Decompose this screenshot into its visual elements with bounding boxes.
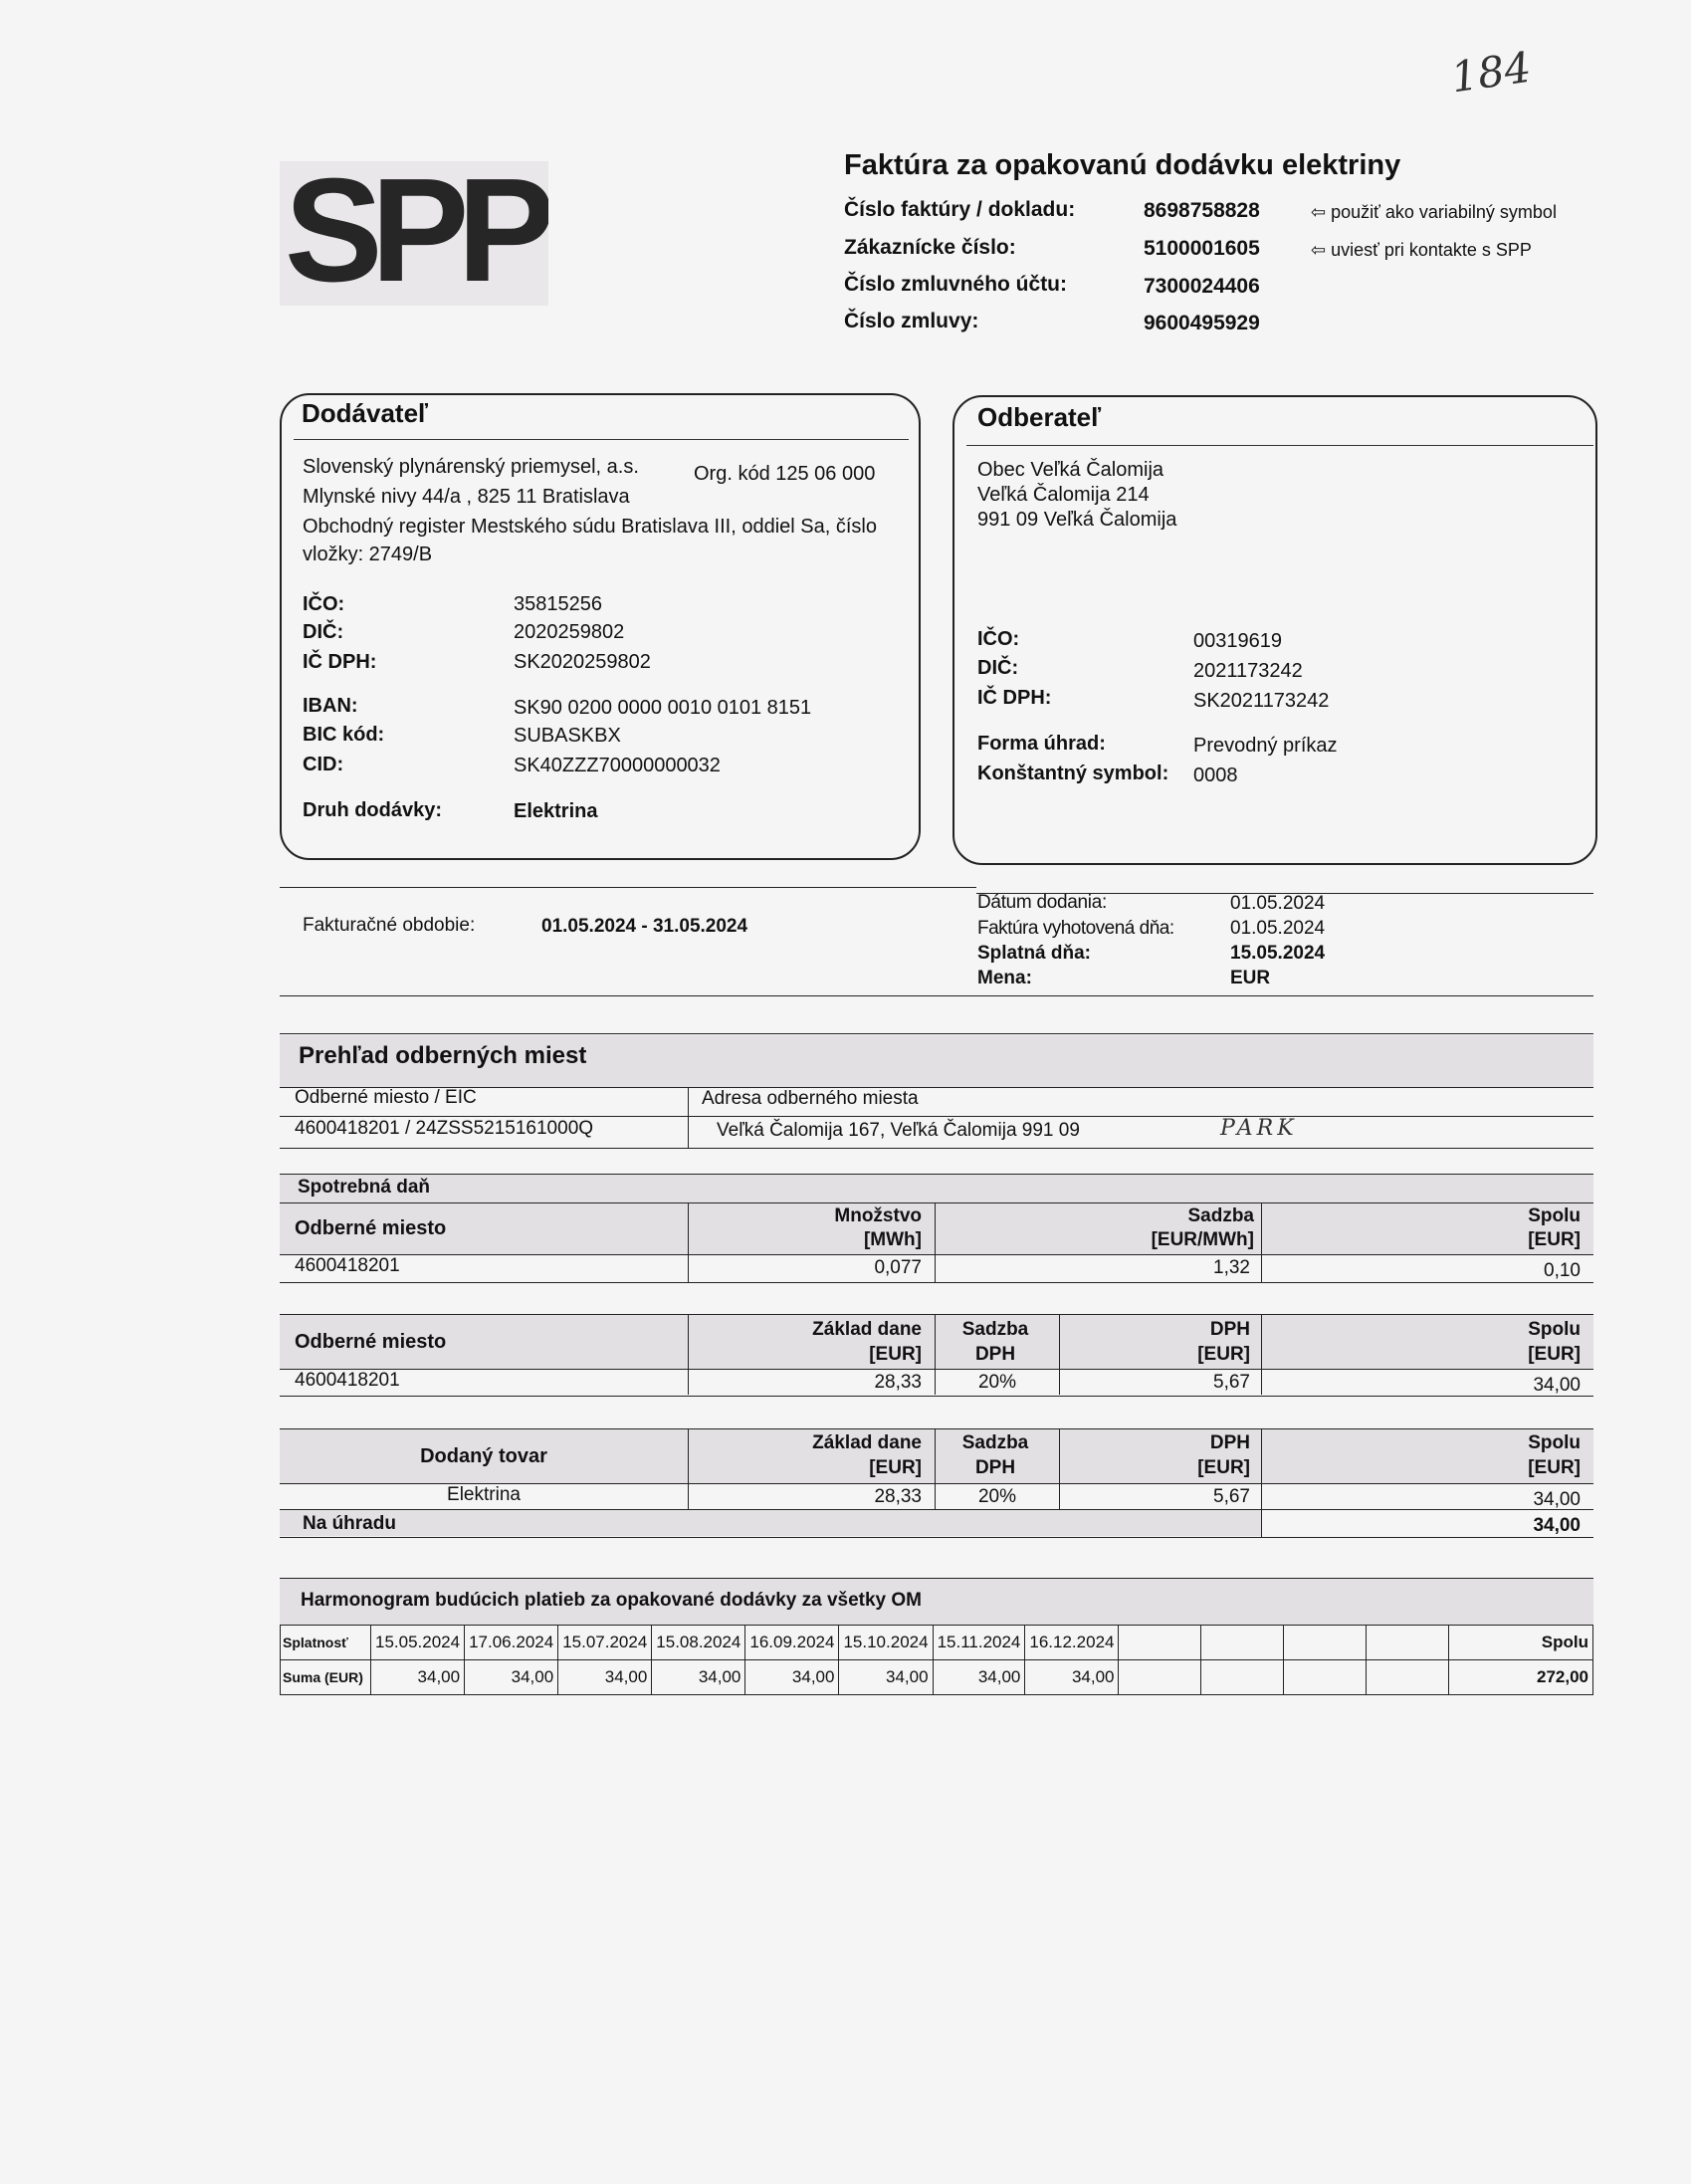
supplier-dic: 2020259802	[514, 621, 625, 643]
vat-col-rate-unit: DPH	[974, 1344, 1016, 1365]
vat-col-vat-unit: [EUR]	[1197, 1344, 1250, 1365]
amount-due-label: Na úhradu	[303, 1513, 396, 1534]
goods-col-vat-unit: [EUR]	[1197, 1457, 1250, 1478]
supplier-iban-label: IBAN:	[303, 695, 358, 717]
vat-vline-3	[1059, 1315, 1060, 1395]
schedule-amount	[1119, 1660, 1201, 1695]
supplier-title-rule	[294, 439, 909, 440]
goods-total: 34,00	[1533, 1489, 1581, 1510]
issued-date-label: Faktúra vyhotovená dňa:	[977, 918, 1174, 939]
delivery-date: 01.05.2024	[1230, 893, 1326, 914]
schedule-date: 16.09.2024	[745, 1626, 839, 1660]
supplier-cid-label: CID:	[303, 754, 344, 775]
supplier-bic: SUBASKBX	[514, 725, 621, 747]
handwritten-park-note: PARK	[1220, 1116, 1298, 1141]
overview-col-divider	[688, 1087, 689, 1148]
vat-vline-4	[1261, 1315, 1262, 1395]
issued-date: 01.05.2024	[1230, 918, 1326, 939]
goods-col-rate: Sadzba	[961, 1432, 1029, 1453]
customer-street: Veľká Čalomija 214	[977, 484, 1150, 506]
customer-ico-label: IČO:	[977, 628, 1020, 650]
handwritten-page-number: 184	[1447, 42, 1535, 103]
schedule-amount: 34,00	[465, 1660, 558, 1695]
excise-row-rule	[280, 1254, 1593, 1255]
vat-base: 28,33	[874, 1372, 922, 1393]
excise-vline-3	[1261, 1202, 1262, 1282]
vat-col-base-unit: [EUR]	[869, 1344, 922, 1365]
schedule-amount: 34,00	[933, 1660, 1025, 1695]
supplier-ico: 35815256	[514, 593, 602, 615]
customer-ico: 00319619	[1193, 630, 1282, 652]
customer-number-value: 5100001605	[1144, 237, 1260, 260]
schedule-top-rule	[280, 1578, 1593, 1579]
contract-account-value: 7300024406	[1144, 275, 1260, 298]
overview-eic-value: 4600418201 / 24ZSS5215161000Q	[295, 1118, 594, 1139]
currency-label: Mena:	[977, 968, 1032, 988]
customer-dic: 2021173242	[1193, 660, 1303, 682]
overview-title: Prehľad odberných miest	[299, 1042, 587, 1069]
excise-bottom-rule	[280, 1282, 1593, 1283]
contract-account-label: Číslo zmluvného účtu:	[844, 273, 1068, 296]
customer-title: Odberateľ	[977, 402, 1102, 432]
goods-item: Elektrina	[447, 1484, 521, 1505]
customer-dic-label: DIČ:	[977, 657, 1019, 679]
schedule-row-due	[281, 1626, 1593, 1660]
overview-bottom-rule	[280, 1148, 1593, 1149]
goods-base: 28,33	[874, 1486, 922, 1507]
excise-total: 0,10	[1544, 1260, 1581, 1281]
excise-col-rate: Sadzba	[1187, 1205, 1254, 1226]
customer-number-note: ⇦ uviesť pri kontakte s SPP	[1311, 240, 1532, 260]
vat-col-total-unit: [EUR]	[1528, 1344, 1581, 1365]
excise-col-place: Odberné miesto	[295, 1217, 447, 1239]
schedule-date: 17.06.2024	[465, 1626, 558, 1660]
goods-col-total-unit: [EUR]	[1528, 1457, 1581, 1478]
goods-col-vat: DPH	[1209, 1432, 1250, 1453]
supplier-title: Dodávateľ	[302, 398, 429, 428]
excise-place: 4600418201	[295, 1255, 400, 1276]
spp-logo	[280, 161, 548, 306]
schedule-date: 15.08.2024	[652, 1626, 745, 1660]
excise-rate: 1,32	[1213, 1257, 1250, 1278]
excise-top-rule	[280, 1174, 1593, 1175]
excise-title-band	[280, 1175, 1593, 1202]
customer-city: 991 09 Veľká Čalomija	[977, 509, 1177, 531]
schedule-amount: 34,00	[371, 1660, 465, 1695]
vat-col-place: Odberné miesto	[295, 1331, 447, 1353]
schedule-date	[1201, 1626, 1284, 1660]
goods-vat: 5,67	[1213, 1486, 1250, 1507]
invoice-number-value: 8698758828	[1144, 199, 1260, 222]
period-bottom-rule	[280, 995, 1593, 996]
excise-col-total: Spolu	[1528, 1205, 1581, 1226]
schedule-amount: 34,00	[839, 1660, 933, 1695]
supplier-ico-label: IČO:	[303, 593, 345, 615]
payment-form: Prevodný príkaz	[1193, 735, 1338, 757]
contract-number-value: 9600495929	[1144, 312, 1260, 334]
due-date-label: Splatná dňa:	[977, 943, 1092, 964]
goods-col-base: Základ dane	[812, 1432, 922, 1453]
goods-vline-1	[688, 1429, 689, 1509]
schedule-row-due-label: Splatnosť	[281, 1626, 371, 1660]
overview-rule-1	[280, 1087, 1593, 1088]
schedule-date: 15.11.2024	[933, 1626, 1025, 1660]
vat-place: 4600418201	[295, 1370, 400, 1391]
supplier-register-line1: Obchodný register Mestského súdu Bratislava III, oddiel Sa, číslo	[303, 516, 877, 538]
vat-bottom-rule	[280, 1396, 1593, 1397]
customer-title-rule	[966, 445, 1593, 446]
schedule-amount: 34,00	[652, 1660, 745, 1695]
invoice-title: Faktúra za opakovanú dodávku elektriny	[844, 149, 1401, 181]
vat-col-rate: Sadzba	[961, 1319, 1029, 1340]
pay-band	[280, 1510, 1261, 1536]
constant-symbol-label: Konštantný symbol:	[977, 763, 1169, 784]
delivery-date-label: Dátum dodania:	[977, 892, 1107, 913]
supplier-name: Slovenský plynárenský priemysel, a.s.	[303, 456, 639, 478]
customer-icdph: SK2021173242	[1193, 690, 1330, 712]
excise-col-qty-unit: [MWh]	[863, 1229, 922, 1250]
overview-rule-2	[280, 1116, 1593, 1117]
supplier-org-code: Org. kód 125 06 000	[694, 463, 876, 485]
schedule-amount	[1284, 1660, 1367, 1695]
supply-type: Elektrina	[514, 800, 598, 822]
vat-col-total: Spolu	[1528, 1319, 1581, 1340]
excise-col-total-unit: [EUR]	[1528, 1229, 1581, 1250]
vat-top-rule	[280, 1314, 1593, 1315]
excise-col-qty: Množstvo	[834, 1205, 922, 1226]
vat-row-rule	[280, 1369, 1593, 1370]
excise-title: Spotrebná daň	[298, 1177, 431, 1198]
schedule-date	[1284, 1626, 1367, 1660]
schedule-date	[1366, 1626, 1448, 1660]
schedule-amount	[1366, 1660, 1448, 1695]
svg-text:SPP: SPP	[284, 161, 544, 306]
goods-top-rule	[280, 1428, 1593, 1429]
supplier-cid: SK40ZZZ70000000032	[514, 755, 721, 776]
supplier-iban: SK90 0200 0000 0010 0101 8151	[514, 697, 812, 719]
goods-vline-4	[1261, 1429, 1262, 1537]
supplier-icdph: SK2020259802	[514, 651, 651, 673]
supplier-register-line2: vložky: 2749/B	[303, 544, 433, 565]
schedule-date: 16.12.2024	[1025, 1626, 1119, 1660]
goods-col-item: Dodaný tovar	[420, 1445, 547, 1467]
schedule-amount: 34,00	[1025, 1660, 1119, 1695]
goods-col-total: Spolu	[1528, 1432, 1581, 1453]
schedule-title: Harmonogram budúcich platieb za opakované dodávky za všetky OM	[301, 1590, 923, 1611]
excise-col-rate-unit: [EUR/MWh]	[1151, 1229, 1254, 1250]
vat-amount: 5,67	[1213, 1372, 1250, 1393]
customer-number-label: Zákaznícke číslo:	[844, 236, 1016, 259]
excise-vline-1	[688, 1202, 689, 1282]
invoice-number-note: ⇦ použiť ako variabilný symbol	[1311, 202, 1557, 222]
due-date: 15.05.2024	[1230, 943, 1326, 964]
payment-form-label: Forma úhrad:	[977, 733, 1106, 755]
contract-number-label: Číslo zmluvy:	[844, 310, 979, 332]
overview-top-rule	[280, 1033, 1593, 1034]
billing-period-label: Fakturačné obdobie:	[303, 915, 476, 936]
billing-period-value: 01.05.2024 - 31.05.2024	[541, 916, 748, 937]
schedule-amount: 34,00	[745, 1660, 839, 1695]
supplier-icdph-label: IČ DPH:	[303, 651, 377, 673]
vat-col-vat: DPH	[1209, 1319, 1250, 1340]
goods-bottom-rule	[280, 1537, 1593, 1538]
goods-col-rate-unit: DPH	[974, 1457, 1016, 1478]
schedule-row-amount	[281, 1660, 1593, 1695]
excise-qty: 0,077	[874, 1257, 922, 1278]
vat-total: 34,00	[1533, 1375, 1581, 1396]
schedule-amount	[1201, 1660, 1284, 1695]
excise-vline-2	[935, 1202, 936, 1282]
overview-col-eic-header: Odberné miesto / EIC	[295, 1087, 477, 1108]
customer-name: Obec Veľká Čalomija	[977, 459, 1164, 481]
schedule-amount: 34,00	[558, 1660, 652, 1695]
supplier-bic-label: BIC kód:	[303, 724, 385, 746]
supply-type-label: Druh dodávky:	[303, 799, 443, 821]
overview-col-address-header: Adresa odberného miesta	[702, 1088, 919, 1109]
schedule-total: 272,00	[1448, 1660, 1592, 1695]
amount-due-total: 34,00	[1533, 1515, 1581, 1536]
excise-header-rule	[280, 1202, 1593, 1203]
period-top-rule-left	[280, 887, 976, 888]
vat-col-base: Základ dane	[812, 1319, 922, 1340]
supplier-dic-label: DIČ:	[303, 621, 344, 643]
schedule-total-label: Spolu	[1448, 1626, 1592, 1660]
vat-vline-1	[688, 1315, 689, 1395]
vat-rate: 20%	[977, 1372, 1017, 1393]
payment-schedule-table	[280, 1625, 1593, 1695]
constant-symbol: 0008	[1193, 764, 1238, 786]
schedule-date: 15.07.2024	[558, 1626, 652, 1660]
goods-vline-3	[1059, 1429, 1060, 1509]
schedule-date: 15.10.2024	[839, 1626, 933, 1660]
schedule-date: 15.05.2024	[371, 1626, 465, 1660]
currency: EUR	[1230, 968, 1271, 988]
goods-rate: 20%	[977, 1486, 1017, 1507]
invoice-number-label: Číslo faktúry / dokladu:	[844, 198, 1076, 221]
goods-col-base-unit: [EUR]	[869, 1457, 922, 1478]
schedule-date	[1119, 1626, 1201, 1660]
overview-address-value: Veľká Čalomija 167, Veľká Čalomija 991 09	[717, 1120, 1080, 1141]
supplier-address: Mlynské nivy 44/a , 825 11 Bratislava	[303, 486, 630, 508]
customer-icdph-label: IČ DPH:	[977, 687, 1052, 709]
schedule-row-amount-label: Suma (EUR)	[281, 1660, 371, 1695]
